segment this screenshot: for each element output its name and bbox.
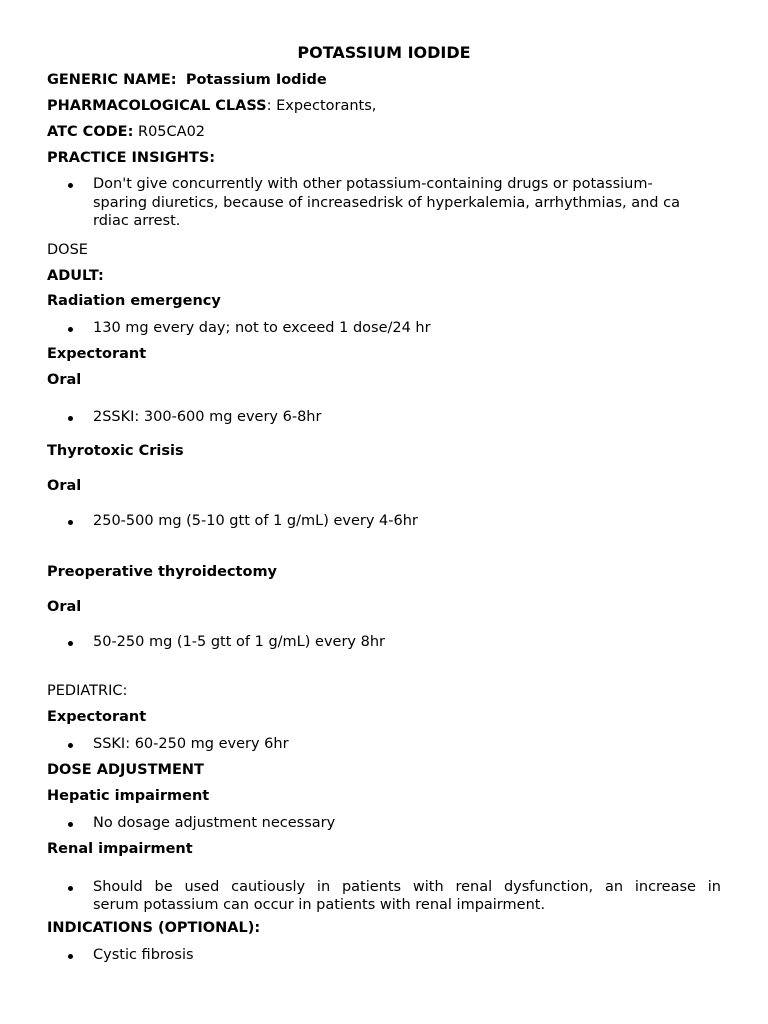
renal-line-2: serum potassium can occur in patients with renal impairment. (93, 897, 546, 913)
bullet-icon (68, 520, 73, 525)
practice-line-3: rdiac arrest. (93, 213, 181, 229)
generic-name-label: GENERIC NAME: (47, 72, 177, 88)
bullet-icon (68, 416, 73, 421)
generic-name-row (47, 72, 327, 89)
atc-code-row (47, 124, 205, 141)
thyrotoxic-heading: Thyrotoxic Crisis (47, 443, 184, 459)
pharm-class-label: PHARMACOLOGICAL CLASS (47, 98, 267, 114)
bullet-icon (68, 327, 73, 332)
hepatic-heading: Hepatic impairment (47, 788, 210, 804)
adult-heading: ADULT: (47, 268, 104, 284)
hepatic-note: No dosage adjustment necessary (93, 815, 336, 831)
preop-dose: 50-250 mg (1-5 gtt of 1 g/mL) every 8hr (93, 634, 385, 650)
practice-line-2: sparing diuretics, because of increasedrisk of hyperkalemia, arrhythmias, and ca (93, 195, 680, 211)
radiation-dose: 130 mg every day; not to exceed 1 dose/24 hr (93, 320, 431, 336)
thyrotoxic-dose: 250-500 mg (5-10 gtt of 1 g/mL) every 4-6hr (93, 513, 418, 529)
dose-heading: DOSE (47, 242, 88, 258)
renal-heading: Renal impairment (47, 841, 193, 857)
practice-insights-heading: PRACTICE INSIGHTS: (47, 150, 216, 166)
radiation-heading: Radiation emergency (47, 293, 221, 309)
bullet-icon (68, 886, 73, 891)
indications-heading: INDICATIONS (OPTIONAL): (47, 920, 261, 936)
pharm-class-value: : Expectorants, (266, 98, 377, 114)
adult-expectorant-route: Oral (47, 372, 82, 388)
bullet-icon (68, 954, 73, 959)
bullet-icon (68, 641, 73, 646)
renal-line-1: Should be used cautiously in patients with renal dysfunction, an increase in (93, 879, 721, 895)
preop-heading: Preoperative thyroidectomy (47, 564, 278, 580)
document-title: POTASSIUM IODIDE (297, 43, 471, 62)
indication-item: Cystic fibrosis (93, 947, 194, 963)
pediatric-heading: PEDIATRIC: (47, 683, 128, 699)
bullet-icon (68, 822, 73, 827)
practice-line-1: Don't give concurrently with other potassium-containing drugs or potassium- (93, 176, 653, 192)
generic-name-value: Potassium Iodide (185, 72, 327, 88)
pediatric-expectorant-dose: SSKI: 60-250 mg every 6hr (93, 736, 289, 752)
pediatric-expectorant-heading: Expectorant (47, 709, 147, 725)
dose-adjustment-heading: DOSE ADJUSTMENT (47, 762, 204, 778)
thyrotoxic-route: Oral (47, 478, 82, 494)
pharm-class-row (47, 98, 376, 115)
bullet-icon (68, 183, 73, 188)
atc-code-label: ATC CODE: (47, 124, 134, 140)
bullet-icon (68, 743, 73, 748)
adult-expectorant-heading: Expectorant (47, 346, 147, 362)
preop-route: Oral (47, 599, 82, 615)
atc-code-value: R05CA02 (133, 124, 206, 140)
adult-expectorant-dose: 2SSKI: 300-600 mg every 6-8hr (93, 409, 322, 425)
